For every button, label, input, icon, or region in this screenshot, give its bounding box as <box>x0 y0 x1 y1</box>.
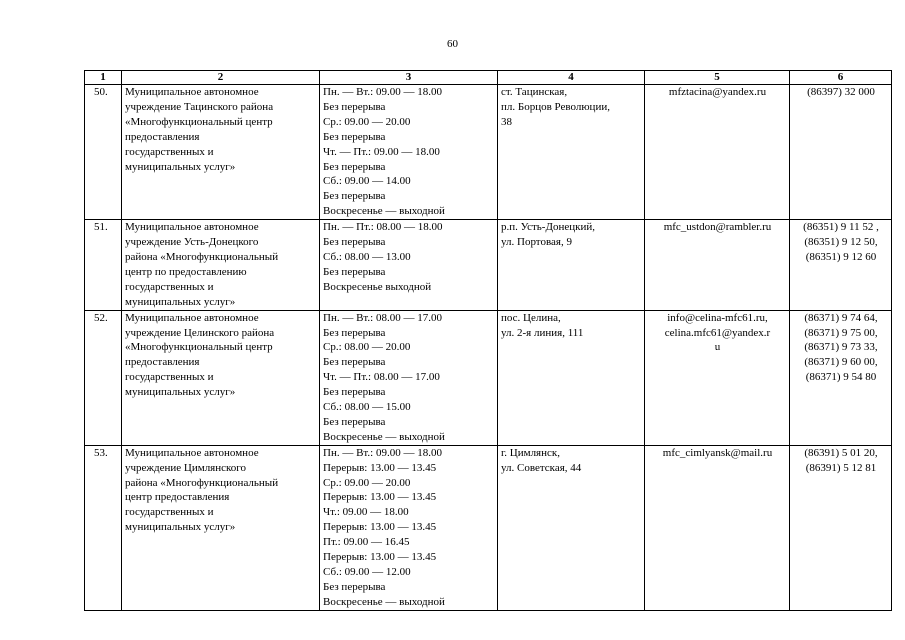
address-cell <box>498 220 645 310</box>
schedule-cell <box>320 445 498 610</box>
address-cell <box>498 85 645 220</box>
schedule-line: Сб.: 08.00 — 15.00 <box>323 401 411 414</box>
column-header-6: 6 <box>790 71 892 85</box>
schedule-line: Без перерыва <box>323 130 386 143</box>
schedule-line: Без перерыва <box>323 386 386 399</box>
address-line: ст. Тацинская, <box>501 86 568 98</box>
organization-name-line: муниципальных услуг» <box>125 521 236 534</box>
organization-name-line: муниципальных услуг» <box>125 386 236 399</box>
column-header-5: 5 <box>645 71 790 85</box>
email-cell <box>645 85 790 220</box>
organization-name-cell <box>122 220 320 310</box>
row-number-cell <box>85 85 122 220</box>
schedule-line: Пн. — Вт.: 09.00 — 18.00 <box>323 86 442 98</box>
schedule-line: Чт. — Пт.: 09.00 — 18.00 <box>323 145 440 158</box>
phone-line: (86351) 9 12 60 <box>805 250 877 263</box>
schedule-line: Сб.: 08.00 — 13.00 <box>323 250 411 263</box>
email-line: mfc_cimlyansk@mail.ru <box>662 446 773 459</box>
address-line: р.п. Усть-Донецкий, <box>501 221 595 234</box>
address-line: ул. 2-я линия, 111 <box>501 326 584 339</box>
column-header-3: 3 <box>320 71 498 85</box>
address-line: пл. Борцов Революции, <box>501 100 610 113</box>
email-cell <box>645 220 790 310</box>
schedule-line: Без перерыва <box>323 236 386 249</box>
schedule-line: Пн. — Пт.: 08.00 — 18.00 <box>323 221 443 234</box>
schedule-line: Без перерыва <box>323 160 386 173</box>
schedule-line: Сб.: 09.00 — 12.00 <box>323 566 411 578</box>
phone-line: (86351) 9 11 52 , <box>803 221 879 234</box>
schedule-cell <box>320 85 498 220</box>
address-cell <box>498 445 645 610</box>
row-number-cell <box>85 220 122 310</box>
phone-line: (86391) 5 01 20, <box>804 446 878 459</box>
organization-name-line: «Многофункциональный центр <box>125 115 273 128</box>
organization-name-cell <box>122 310 320 445</box>
row-number: 53. <box>94 446 108 459</box>
schedule-line: Сб.: 09.00 — 14.00 <box>323 175 411 188</box>
email-cell <box>645 445 790 610</box>
row-number: 52. <box>94 311 108 324</box>
schedule-line: Пн. — Вт.: 09.00 — 18.00 <box>323 446 442 459</box>
organization-name-line: государственных и <box>125 506 214 519</box>
organization-name-line: муниципальных услуг» <box>125 160 236 173</box>
address-line: ул. Портовая, 9 <box>501 236 572 249</box>
phone-line: (86371) 9 75 00, <box>804 326 878 339</box>
organization-name-line: предоставления <box>125 356 200 369</box>
schedule-line: Воскресенье выходной <box>323 280 432 293</box>
address-cell <box>498 310 645 445</box>
schedule-line: Пн. — Вт.: 08.00 — 17.00 <box>323 311 442 324</box>
email-line: u <box>714 341 721 354</box>
organization-name-line: центр по предоставлению <box>125 265 247 278</box>
schedule-line: Без перерыва <box>323 356 386 369</box>
schedule-line: Чт.: 09.00 — 18.00 <box>323 506 409 519</box>
organization-name-line: государственных и <box>125 145 214 158</box>
organization-name-line: государственных и <box>125 280 214 293</box>
mfc-register-table <box>84 70 892 611</box>
organization-name-line: учреждение Усть-Донецкого <box>125 236 259 249</box>
phone-line: (86391) 5 12 81 <box>805 461 877 474</box>
schedule-line: Воскресенье — выходной <box>323 205 445 218</box>
phone-line: (86371) 9 60 00, <box>804 356 878 369</box>
row-number-cell <box>85 445 122 610</box>
schedule-line: Воскресенье — выходной <box>323 595 445 608</box>
organization-name-line: района «Многофункциональный <box>125 250 279 263</box>
column-header-4: 4 <box>498 71 645 85</box>
address-line: ул. Советская, 44 <box>501 461 582 474</box>
organization-name-line: района «Многофункциональный <box>125 476 279 489</box>
page-number: 60 <box>447 38 458 50</box>
organization-name-line: Муниципальное автономное <box>125 221 259 234</box>
phone-line: (86397) 32 000 <box>807 86 875 98</box>
schedule-line: Без перерыва <box>323 415 386 428</box>
organization-name-line: предоставления <box>125 130 200 143</box>
table-header-row <box>85 71 892 85</box>
address-line: г. Цимлянск, <box>501 446 560 459</box>
schedule-line: Ср.: 09.00 — 20.00 <box>323 115 411 128</box>
organization-name-line: учреждение Цимлянского <box>125 461 247 474</box>
table-row <box>85 445 892 610</box>
schedule-line: Перерыв: 13.00 — 13.45 <box>323 461 437 474</box>
address-line: пос. Целина, <box>501 311 561 324</box>
schedule-line: Перерыв: 13.00 — 13.45 <box>323 551 437 564</box>
row-number: 50. <box>94 86 108 98</box>
phone-cell <box>790 85 892 220</box>
schedule-line: Чт. — Пт.: 08.00 — 17.00 <box>323 371 440 384</box>
column-header-2: 2 <box>122 71 320 85</box>
email-line: info@celina-mfc61.ru, <box>667 311 768 324</box>
address-line: 38 <box>501 115 512 128</box>
schedule-cell <box>320 220 498 310</box>
schedule-line: Пт.: 09.00 — 16.45 <box>323 536 410 549</box>
schedule-line: Перерыв: 13.00 — 13.45 <box>323 521 437 534</box>
organization-name-line: Муниципальное автономное <box>125 446 259 459</box>
phone-line: (86371) 9 73 33, <box>804 341 878 354</box>
schedule-line: Без перерыва <box>323 326 386 339</box>
table-row <box>85 85 892 220</box>
email-line: celina.mfc61@yandex.r <box>664 326 771 339</box>
row-number-cell <box>85 310 122 445</box>
phone-line: (86371) 9 74 64, <box>804 311 878 324</box>
table-row <box>85 310 892 445</box>
schedule-line: Перерыв: 13.00 — 13.45 <box>323 491 437 504</box>
organization-name-line: муниципальных услуг» <box>125 295 236 308</box>
email-line: mfztacina@yandex.ru <box>668 86 767 98</box>
schedule-line: Воскресенье — выходной <box>323 430 445 443</box>
phone-line: (86371) 9 54 80 <box>805 371 877 384</box>
phone-cell <box>790 220 892 310</box>
organization-name-line: учреждение Тацинского района <box>125 100 274 113</box>
organization-name-cell <box>122 445 320 610</box>
schedule-line: Без перерыва <box>323 265 386 278</box>
schedule-line: Без перерыва <box>323 100 386 113</box>
table-row <box>85 220 892 310</box>
organization-name-line: государственных и <box>125 371 214 384</box>
column-header-1: 1 <box>85 71 122 85</box>
schedule-line: Ср.: 09.00 — 20.00 <box>323 476 411 489</box>
schedule-line: Ср.: 08.00 — 20.00 <box>323 341 411 354</box>
phone-cell <box>790 310 892 445</box>
email-cell <box>645 310 790 445</box>
organization-name-line: Муниципальное автономное <box>125 311 259 324</box>
schedule-cell <box>320 310 498 445</box>
email-line: mfc_ustdon@rambler.ru <box>663 221 772 234</box>
phone-line: (86351) 9 12 50, <box>804 236 878 249</box>
organization-name-line: центр предоставления <box>125 491 230 504</box>
organization-name-cell <box>122 85 320 220</box>
organization-name-line: учреждение Целинского района <box>125 326 275 339</box>
schedule-line: Без перерыва <box>323 190 386 203</box>
row-number: 51. <box>94 221 108 234</box>
organization-name-line: «Многофункциональный центр <box>125 341 273 354</box>
organization-name-line: Муниципальное автономное <box>125 86 259 98</box>
schedule-line: Без перерыва <box>323 580 386 593</box>
phone-cell <box>790 445 892 610</box>
